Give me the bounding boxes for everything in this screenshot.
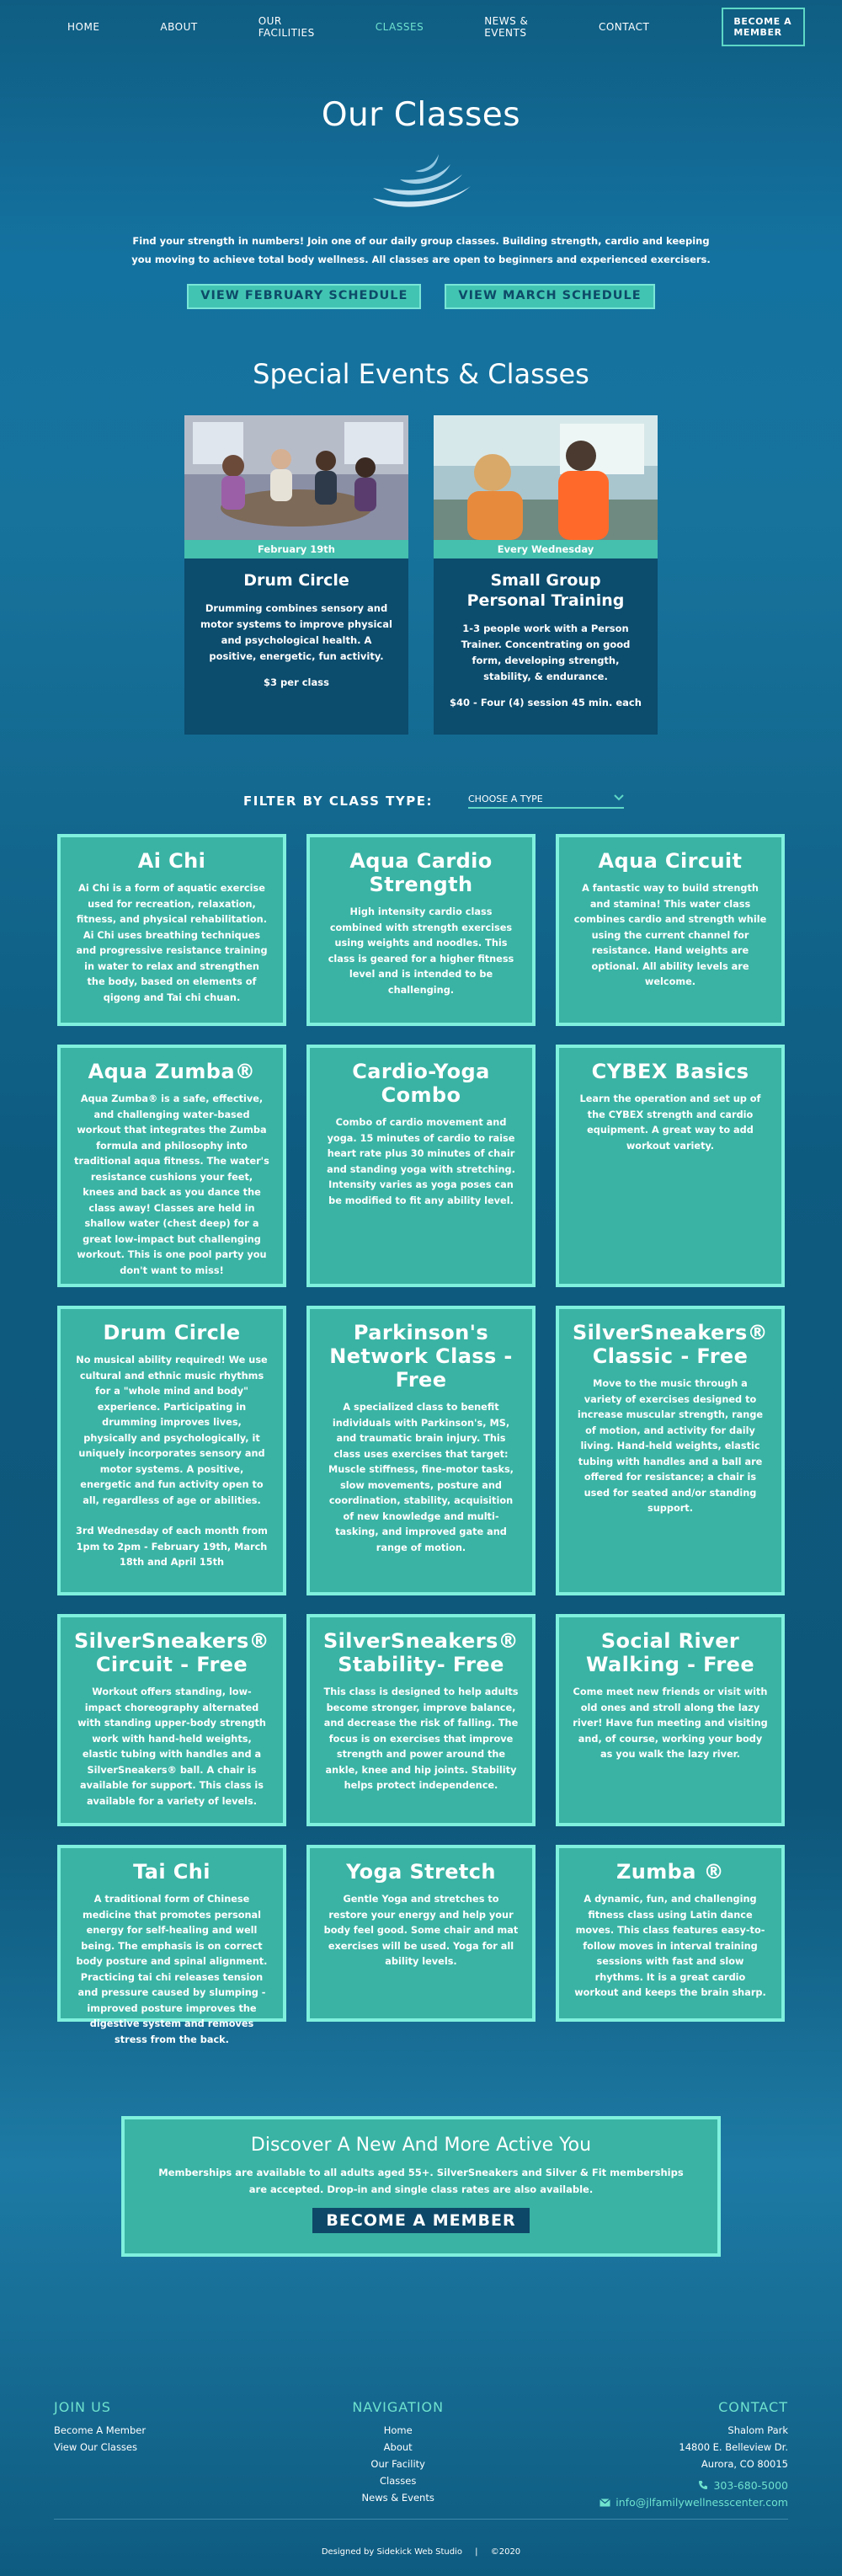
class-description: No musical ability required! We use cultural and ethnic music rhythms for a "whole mind and body" experience. Participating in drumming improves lives, physically and psychologically, it uniquely incorporates sensory and motor systems. A positive, energetic and fun activity open to all, regardless of age or abilities. [76,1355,268,1506]
become-member-button[interactable]: BECOME A MEMBER [722,8,805,46]
class-card[interactable] [556,1614,785,1826]
event-price: $40 - Four (4) session 45 min. each [450,697,642,708]
top-nav [0,0,842,54]
class-title: Zumba ® [616,1860,725,1884]
class-card[interactable] [57,1045,286,1287]
page-title: Our Classes [321,96,521,134]
class-title: Tai Chi [133,1860,210,1884]
class-card[interactable] [306,1614,536,1826]
nav-our-facilities[interactable]: OUR FACILITIES [258,15,315,39]
class-title: Cardio-Yoga Combo [352,1060,490,1107]
class-description: Come meet new friends or visit with old ones and stroll along the lazy river! Have fun meeting and visiting and, of course, working your body as you walk the lazy river. [573,1686,768,1760]
footer-link-classes[interactable]: Classes [380,2475,417,2487]
footer-link-view-classes[interactable]: View Our Classes [54,2441,137,2453]
event-date: February 19th [184,540,408,558]
envelope-icon [600,2499,610,2507]
nav-home[interactable]: HOME [67,21,100,33]
class-type-select-value: CHOOSE A TYPE [468,794,543,804]
contact-street: 14800 E. Belleview Dr. [679,2441,788,2453]
contact-email-text: info@jlfamilywellnesscenter.com [616,2496,788,2509]
class-schedule-note: 3rd Wednesday of each month from 1pm to 2pm - February 19th, March 18th and April 15th [76,1526,268,1568]
special-events-title: Special Events & Classes [253,358,589,390]
class-card[interactable] [306,1306,536,1595]
nav-about[interactable]: ABOUT [160,21,198,33]
class-card[interactable] [57,1845,286,2045]
class-title: SilverSneakers® Circuit - Free [74,1629,270,1676]
contact-phone[interactable] [600,2477,788,2494]
cta-title: Discover A New And More Active You [250,2135,592,2156]
event-title: Drum Circle [243,571,349,590]
class-card[interactable] [306,834,536,1026]
class-grid [57,834,842,2045]
event-card[interactable] [434,415,658,735]
view-february-schedule-button[interactable]: VIEW FEBRUARY SCHEDULE [187,284,421,309]
footer-link-become-member[interactable]: Become A Member [54,2424,147,2436]
nav-news-events[interactable]: NEWS & EVENTS [484,15,529,39]
class-title: Aqua Zumba® [88,1060,256,1083]
footer-join [54,2399,146,2511]
membership-cta [121,2116,721,2257]
class-description: Learn the operation and set up of the CYBEX strength and cardio equipment. A great way to add workout variety. [579,1093,761,1152]
event-description: 1-3 people work with a Person Trainer. Concentrating on good form, developing strength, stability, & endurance. [461,623,631,682]
wave-logo-icon [366,149,476,211]
class-title: Aqua Cardio Strength [349,849,493,896]
event-body [184,558,408,714]
footer-link-our-facility[interactable]: Our Facility [370,2458,425,2470]
footer-navigation [352,2399,444,2511]
event-body [434,558,658,735]
class-description: Ai Chi is a form of aquatic exercise used for recreation, relaxation, fitness, and physical rehabilitation. Ai Chi uses breathing techniques and progressive resistance training in water to relax and strengthen the body, based on elements of qigong and Tai chi chuan. [76,883,268,1003]
credit-separator: | [475,2547,478,2557]
footer-link-news-events[interactable]: News & Events [361,2492,434,2504]
class-type-select[interactable] [468,794,624,809]
class-title: SilverSneakers® Stability- Free [323,1629,520,1676]
designer-credit[interactable]: Designed by Sidekick Web Studio [321,2547,462,2557]
footer [0,2399,842,2511]
class-card[interactable] [57,834,286,1026]
event-card[interactable] [184,415,408,735]
event-price: $3 per class [264,676,329,688]
contact-city: Aurora, CO 80015 [701,2458,788,2470]
nav-classes[interactable]: CLASSES [375,21,424,33]
view-march-schedule-button[interactable]: VIEW MARCH SCHEDULE [445,284,654,309]
chevron-down-icon [614,794,624,802]
class-card[interactable] [556,1045,785,1287]
class-description: Combo of cardio movement and yoga. 15 minutes of cardio to raise heart rate plus 30 minutes of chair and standing yoga with stretching. Intensity varies as yoga poses can be modified to fit any ability level. [327,1117,515,1206]
class-card[interactable] [57,1306,286,1595]
footer-contact [600,2399,788,2511]
class-card[interactable] [57,1614,286,1826]
footer-contact-heading: CONTACT [718,2399,788,2415]
class-description: Gentle Yoga and stretches to restore your energy and help your body feel good. Some chair and mat exercises will be used. Yoga for all ability levels. [323,1894,519,1967]
cta-text: Memberships are available to all adults aged 55+. SilverSneakers and Silver & Fit memberships are accepted. Drop-in and single class rates are also available. [158,2167,684,2195]
contact-email[interactable] [600,2494,788,2511]
event-photo [434,415,658,540]
class-description: Aqua Zumba® is a safe, effective, and challenging water-based workout that integrates the Zumba formula and philosophy into traditional aqua fitness. The water's resistance cushions your feet, knees and back as you dance the class away! Classes are held in shallow water (chest deep) for a great low-impact but challenging workout. This is one pool party you don't want to miss! [74,1093,269,1276]
class-description: A traditional form of Chinese medicine that promotes personal energy for self-healing and well being. The emphasis is on correct body posture and spinal alignment. Practicing tai chi releases tension and pressure caused by slumping - improved posture improves the digestive system and removes stress from the back. [76,1894,268,2045]
class-title: Aqua Circuit [598,849,743,873]
class-description: A dynamic, fun, and challenging fitness class using Latin dance moves. This class features easy-to-follow moves in interval training sessions with fast and slow rhythms. It is a great cardio workout and keeps the brain sharp. [574,1894,766,1998]
class-description: Workout offers standing, low-impact choreography alternated with standing upper-body strength work with hand-held weights, elastic tubing with handles and a SilverSneakers® ball. A chair is available for support. This class is available for a variety of levels. [77,1686,266,1807]
class-description: A fantastic way to build strength and stamina! This water class combines cardio and strength while using the current channel for resistance. Hand weights are optional. All ability levels are welcome. [573,883,767,987]
class-title: Drum Circle [103,1321,241,1344]
footer-divider [54,2519,788,2520]
class-title: Yoga Stretch [346,1860,496,1884]
footer-join-heading: JOIN US [54,2399,111,2415]
footer-credit [0,2547,842,2557]
filter-label: FILTER BY CLASS TYPE: [242,794,433,809]
event-description: Drumming combines sensory and motor systems to improve physical and psychological health. A positive, energetic, fun activity. [200,602,392,662]
class-title: Ai Chi [137,849,206,873]
drum-circle-photo [184,415,408,540]
cta-become-member-button[interactable]: BECOME A MEMBER [312,2208,529,2233]
class-title: Parkinson's Network Class - Free [329,1321,513,1392]
class-card[interactable] [556,1306,785,1595]
class-title: CYBEX Basics [591,1060,749,1083]
class-card[interactable] [556,834,785,1026]
class-card[interactable] [306,1045,536,1287]
class-title: SilverSneakers® Classic - Free [573,1321,769,1368]
hero [0,54,842,309]
schedule-buttons [0,284,842,309]
footer-link-about[interactable]: About [383,2441,413,2453]
event-title: Small Group Personal Training [466,571,625,610]
phone-icon [698,2480,708,2490]
event-date: Every Wednesday [434,540,658,558]
hero-intro: Find your strength in numbers! Join one of our daily group classes. Building strength, cardio and keeping you moving to achieve total body wellness. All classes are open to beginners and experienced exercisers. [131,235,711,265]
class-description: High intensity cardio class combined with strength exercises using weights and noodles. This class is geared for a higher fitness level and is intended to be challenging. [328,906,514,996]
footer-nav-heading: NAVIGATION [352,2399,445,2415]
contact-name: Shalom Park [727,2424,788,2436]
class-filter [25,794,842,809]
class-card[interactable] [556,1845,785,2022]
nav-contact[interactable]: CONTACT [598,21,650,33]
class-description: A specialized class to benefit individuals with Parkinson's, MS, and traumatic brain injury. This class uses exercises that target: Muscle stiffness, fine-motor tasks, slow movements, posture and coordination, stability, acquisition of new knowledge and multi-tasking, and improved gate and range of motion. [328,1402,514,1553]
footer-link-home[interactable]: Home [383,2424,413,2436]
copyright: ©2020 [490,2547,521,2557]
class-description: Move to the music through a variety of exercises designed to increase muscular strength, range of motion, and activity for daily living. Hand-held weights, elastic tubing with handles and a ball are offered for resistance; a chair is used for seated and/or standing support. [577,1378,764,1514]
class-card[interactable] [306,1845,536,2022]
event-photo [184,415,408,540]
personal-training-photo [434,415,658,540]
contact-phone-text: 303-680-5000 [713,2479,788,2492]
class-title: Social River Walking - Free [585,1629,754,1676]
special-events [0,415,842,735]
class-description: This class is designed to help adults become stronger, improve balance, and decrease the risk of falling. The focus is on exercises that improve strength and power around the ankle, knee and hip joints. Stability helps protect independence. [323,1686,519,1791]
